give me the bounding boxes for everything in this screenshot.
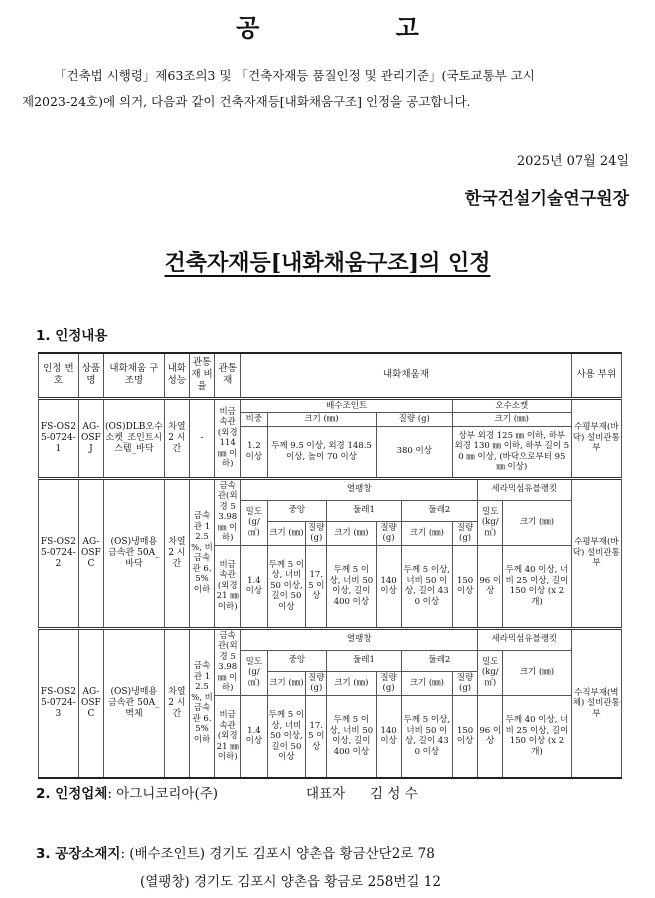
sub-c-weight: 질량 (g)	[306, 671, 327, 695]
pen-ratio: 금속관 12.5 %, 비금속관 6.5% 이하	[189, 628, 214, 778]
header-penetrant: 관통재	[215, 353, 241, 398]
section-3-heading: 3. 공장소재지	[36, 846, 121, 862]
header-performance: 내화 성능	[164, 353, 189, 398]
val-a1-size: 두께 5 이상, 너비 50 이상, 길이 400 이상	[327, 695, 376, 778]
val-density2: 96 이상	[478, 545, 503, 628]
sub-around1: 둘레1	[327, 650, 401, 671]
certification-table	[38, 352, 622, 779]
sub-a2-size: 크기 (㎜)	[401, 521, 452, 545]
group-a: 배수조인트	[241, 398, 453, 413]
table-row	[39, 478, 622, 500]
pen-ratio: -	[189, 398, 214, 478]
penetrant-metal: 금속관(외경 53.98 ㎜ 이하)	[215, 628, 241, 695]
val-a2-weight: 150 이상	[453, 695, 478, 778]
performance: 차열 2 시간	[164, 398, 189, 478]
location: 수평부재(바닥) 설비관통부	[571, 478, 621, 628]
val-c-weight: 17.5 이상	[306, 695, 327, 778]
notice-line-2: 제2023-24호)에 의거, 다음과 같이 건축자재등[내화채움구조] 인정을 공고합니다.	[22, 94, 471, 109]
section-2	[36, 782, 218, 802]
section-3	[36, 842, 435, 862]
structure: (OS)냉매용 금속관 50A_벽체	[103, 628, 164, 778]
val-a1-size: 두께 5 이상, 너비 50 이상, 길이 400 이상	[327, 545, 376, 628]
sub-center: 중앙	[267, 500, 327, 521]
section-2-heading: 2. 인정업체	[36, 786, 108, 802]
penetrant-nonmetal: 비금속관(외경 21 ㎜ 이하)	[215, 695, 241, 778]
structure: (OS)냉매용 금속관 50A_바닥	[103, 478, 164, 628]
structure: (OS)DLB오수소켓_조인트시스템_바닥	[103, 398, 164, 478]
pen-ratio: 금속관 12.5 %, 비금속관 6.5% 이하	[189, 478, 214, 628]
header-cert-no: 인정 번호	[39, 353, 79, 398]
sub-size2: 크기 (㎜)	[503, 650, 571, 695]
group-a: 열팽창	[241, 628, 478, 650]
sub-c-size: 크기 (㎜)	[267, 521, 306, 545]
sub-density2: 밀도 (kg/㎥)	[478, 650, 503, 695]
val-weight: 380 이상	[376, 426, 453, 478]
header-product: 상품 명	[78, 353, 103, 398]
val-c-weight: 17.5 이상	[306, 545, 327, 628]
sub-c-size: 크기 (㎜)	[267, 671, 306, 695]
val-size2: 상부 외경 125 ㎜ 이하, 하부 외경 130 ㎜ 이하, 하부 길이 50 ㎜ 이상, (바닥으로부터 95 ㎜ 이상)	[453, 426, 572, 478]
table-row	[39, 398, 622, 413]
product: AG-OSFC	[78, 478, 103, 628]
header-structure: 내화채움 구조명	[103, 353, 164, 398]
page-subtitle: 건축자재등[내화채움구조]의 인정	[164, 250, 491, 276]
val-c-size: 두께 5 이상, 너비 50 이상, 길이 50 이상	[267, 545, 306, 628]
address-2: (열팽창) 경기도 김포시 양촌읍 황금로 258번길 12	[140, 874, 441, 890]
location: 수직부재(벽체) 설비관통부	[571, 628, 621, 778]
group-b: 오수소켓	[453, 398, 572, 413]
header-pen-ratio: 관통재 비율	[189, 353, 214, 398]
sub-c-weight: 질량 (g)	[306, 521, 327, 545]
product: AG-OSFC	[78, 628, 103, 778]
val-size2: 두께 40 이상, 너비 25 이상, 길이150 이상 (x 2개)	[503, 545, 571, 628]
penetrant: 비금속관(외경 114 ㎜ 이하)	[215, 398, 241, 478]
notice-title: 공 고	[236, 13, 483, 42]
val-size2: 두께 40 이상, 너비 25 이상, 길이150 이상 (x 2개)	[503, 695, 571, 778]
val-size: 두께 9.5 이상, 외경 148.5 이상, 높이 70 이상	[267, 426, 376, 478]
sub-density: 비중	[241, 413, 267, 427]
penetrant-metal: 금속관(외경 53.98 ㎜ 이하)	[215, 478, 241, 545]
group-b: 세라믹섬유블랭킷	[478, 478, 571, 500]
representative-name: 김 성 수	[370, 786, 418, 802]
sub-around2: 둘레2	[401, 500, 478, 521]
notice-line-1: 「건축법 시행령」제63조의3 및 「건축자재등 품질인정 및 관리기준」(국토교통부 고시	[54, 68, 535, 83]
sub-center: 중앙	[267, 650, 327, 671]
val-density2: 96 이상	[478, 695, 503, 778]
sub-a1-weight: 질량 (g)	[376, 521, 401, 545]
sub-density: 밀도 (g/㎤)	[241, 650, 267, 695]
performance: 차열 2 시간	[164, 478, 189, 628]
penetrant-nonmetal: 비금속관(외경 21 ㎜ 이하)	[215, 545, 241, 628]
header-filling: 내화채움재	[241, 353, 571, 398]
val-density: 1.4 이상	[241, 695, 267, 778]
sub-a1-size: 크기 (㎜)	[327, 671, 376, 695]
val-a2-size: 두께 5 이상, 너비 50 이상, 길이 430 이상	[401, 695, 452, 778]
address-1: : (배수조인트) 경기도 김포시 양촌읍 황금산단2로 78	[120, 846, 435, 862]
table-row	[39, 628, 622, 650]
representative-label: 대표자	[306, 786, 346, 802]
val-a1-weight: 140 이상	[376, 545, 401, 628]
val-a2-weight: 150 이상	[453, 545, 478, 628]
sub-size2: 크기 (㎜)	[453, 413, 572, 427]
performance: 차열 2 시간	[164, 628, 189, 778]
sub-density2: 밀도 (kg/㎥)	[478, 500, 503, 545]
sub-density: 밀도 (g/㎤)	[241, 500, 267, 545]
cert-no: FS-OS25-0724-2	[39, 478, 79, 628]
location: 수평부재(바닥) 설비관통부	[571, 398, 621, 478]
sub-a1-weight: 질량 (g)	[376, 671, 401, 695]
sub-around1: 둘레1	[327, 500, 401, 521]
sub-a2-weight: 질량 (g)	[453, 671, 478, 695]
cert-no: FS-OS25-0724-1	[39, 398, 79, 478]
sub-weight: 질량 (g)	[376, 413, 453, 427]
issuer: 한국건설기술연구원장	[464, 189, 629, 209]
val-a1-weight: 140 이상	[376, 695, 401, 778]
cert-no: FS-OS25-0724-3	[39, 628, 79, 778]
header-location: 사용 부위	[571, 353, 621, 398]
val-density: 1.4 이상	[241, 545, 267, 628]
sub-around2: 둘레2	[401, 650, 478, 671]
product: AG-OSFJ	[78, 398, 103, 478]
group-a: 열팽창	[241, 478, 478, 500]
sub-size2: 크기 (㎜)	[503, 500, 571, 545]
section-1-heading: 1. 인정내용	[36, 328, 108, 344]
sub-a2-size: 크기 (㎜)	[401, 671, 452, 695]
group-b: 세라믹섬유블랭킷	[478, 628, 571, 650]
val-c-size: 두께 5 이상, 너비 50 이상, 길이 50 이상	[267, 695, 306, 778]
company-name: : 아그니코리아(주)	[107, 786, 219, 802]
notice-date: 2025년 07월 24일	[516, 154, 629, 169]
val-a2-size: 두께 5 이상, 너비 50 이상, 길이 430 이상	[401, 545, 452, 628]
sub-size: 크기 (㎜)	[267, 413, 376, 427]
val-density: 1.2 이상	[241, 426, 267, 478]
table-header-row	[39, 353, 622, 398]
sub-a1-size: 크기 (㎜)	[327, 521, 376, 545]
sub-a2-weight: 질량 (g)	[453, 521, 478, 545]
